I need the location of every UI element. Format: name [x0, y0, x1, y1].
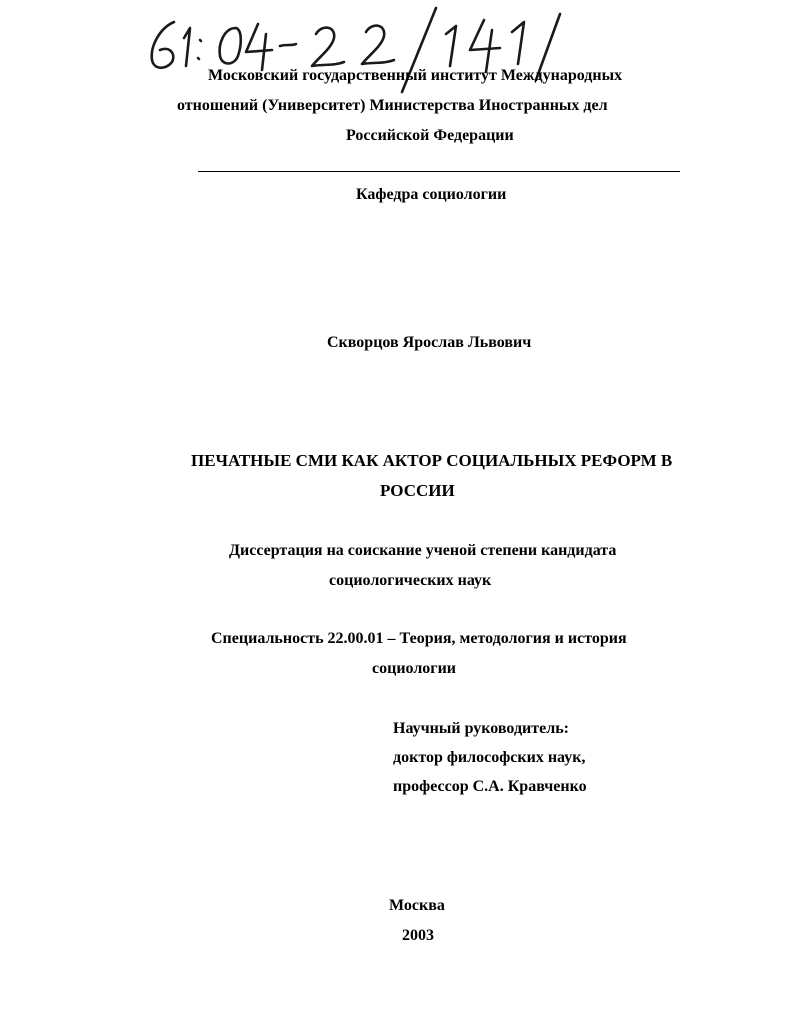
- year: 2003: [402, 927, 434, 944]
- header-divider: [198, 171, 680, 172]
- dissertation-title-line-2: РОССИИ: [380, 481, 455, 500]
- supervisor-degree: доктор философских наук,: [393, 749, 586, 766]
- dissertation-title-line-1: ПЕЧАТНЫЕ СМИ КАК АКТОР СОЦИАЛЬНЫХ РЕФОРМ В: [191, 451, 673, 470]
- degree-line-2: социологических наук: [329, 572, 492, 589]
- specialty-line-2: социологии: [372, 660, 457, 677]
- department-name: Кафедра социологии: [356, 186, 507, 203]
- institution-line-1: Московский государственный институт Международных: [208, 67, 623, 84]
- supervisor-name: профессор С.А. Кравченко: [393, 778, 587, 795]
- specialty-line-1: Специальность 22.00.01 – Теория, методология и история: [211, 630, 627, 647]
- supervisor-label: Научный руководитель:: [393, 720, 569, 737]
- city: Москва: [389, 897, 445, 914]
- degree-line-1: Диссертация на соискание ученой степени кандидата: [229, 542, 617, 559]
- institution-line-2: отношений (Университет) Министерства Иностранных дел: [177, 97, 608, 114]
- institution-line-3: Российской Федерации: [346, 127, 514, 144]
- author-name: Скворцов Ярослав Львович: [327, 334, 532, 351]
